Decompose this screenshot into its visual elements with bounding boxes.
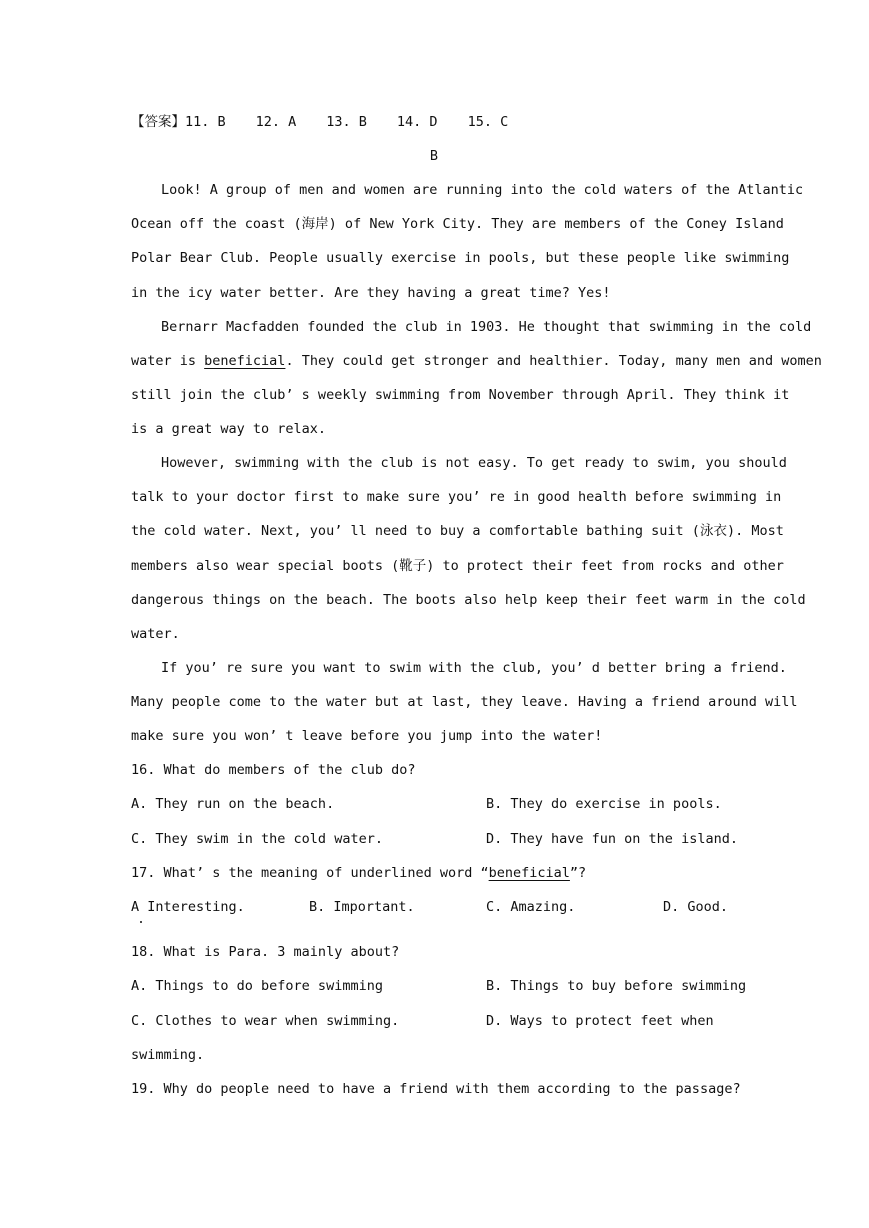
question-stem: 18. What is Para. 3 mainly about? <box>131 944 400 960</box>
option-b[interactable]: B. Important. <box>309 899 415 915</box>
passage-line: make sure you won’ t leave before you jump into the water! <box>131 728 603 744</box>
answer-item: 15. C <box>467 114 509 130</box>
underlined-word: beneficial <box>204 353 286 369</box>
passage-line: talk to your doctor first to make sure you’ re in good health before swimming in <box>131 489 782 505</box>
passage-line: in the icy water better. Are they having a great time? Yes! <box>131 285 611 301</box>
passage-line: is a great way to relax. <box>131 421 327 437</box>
passage-line: water. <box>131 626 180 642</box>
passage-line: However, swimming with the club is not easy. To get ready to swim, you should <box>161 455 787 471</box>
passage-text: water is <box>131 353 205 369</box>
passage-line: still join the club’ s weekly swimming from November through April. They think it <box>131 387 790 403</box>
option-d[interactable]: D. They have fun on the island. <box>486 831 738 847</box>
passage-line: Look! A group of men and women are running into the cold waters of the Atlantic <box>161 182 804 198</box>
option-a[interactable]: A. Things to do before swimming <box>131 978 383 994</box>
passage-line: If you’ re sure you want to swim with the club, you’ d better bring a friend. <box>161 660 787 676</box>
passage-line: Polar Bear Club. People usually exercise in pools, but these people like swimming <box>131 250 790 266</box>
answer-item: 14. D <box>396 114 438 130</box>
dot-mark <box>140 921 142 923</box>
option-c[interactable]: C. Clothes to wear when swimming. <box>131 1013 400 1029</box>
underlined-word: beneficial <box>488 865 570 881</box>
answer-item: 12. A <box>255 114 297 130</box>
question-stem: 19. Why do people need to have a friend with them according to the passage? <box>131 1081 741 1097</box>
option-continuation: swimming. <box>131 1047 205 1063</box>
option-d[interactable]: D. Good. <box>663 899 729 915</box>
answer-item: 13. B <box>326 114 367 130</box>
option-row <box>131 976 747 996</box>
passage-line <box>131 351 822 371</box>
passage-line: Ocean off the coast (海岸) of New York City. They are members of the Coney Island <box>131 216 784 232</box>
passage-line: the cold water. Next, you’ ll need to buy a comfortable bathing suit (泳衣). Most <box>131 523 784 539</box>
option-b[interactable]: B. They do exercise in pools. <box>486 796 722 812</box>
passage-text: . They could get stronger and healthier. Today, many men and women <box>285 353 822 369</box>
passage-line: members also wear special boots (靴子) to protect their feet from rocks and other <box>131 558 784 574</box>
option-d[interactable]: D. Ways to protect feet when <box>486 1013 714 1029</box>
option-c[interactable]: C. They swim in the cold water. <box>131 831 383 847</box>
passage-line: Many people come to the water but at last, they leave. Having a friend around will <box>131 694 798 710</box>
option-a[interactable]: A. They run on the beach. <box>131 796 335 812</box>
section-heading: B <box>429 148 439 164</box>
option-row <box>131 1011 737 1031</box>
question-text: ”? <box>569 865 587 881</box>
passage-line: Bernarr Macfadden founded the club in 1903. He thought that swimming in the cold <box>161 319 812 335</box>
option-row <box>131 794 737 814</box>
option-row <box>131 897 737 917</box>
option-row <box>131 829 737 849</box>
option-c[interactable]: C. Amazing. <box>486 899 576 915</box>
answer-label: 【答案】 <box>131 114 185 130</box>
passage-line: dangerous things on the beach. The boots also help keep their feet warm in the cold <box>131 592 806 608</box>
answer-item: 11. B <box>185 114 226 130</box>
answer-key-line <box>131 112 737 132</box>
option-b[interactable]: B. Things to buy before swimming <box>486 978 747 994</box>
question-stem <box>131 863 737 883</box>
question-text: 17. What’ s the meaning of underlined word “ <box>131 865 489 881</box>
option-a[interactable]: A Interesting. <box>131 899 245 915</box>
question-stem: 16. What do members of the club do? <box>131 762 416 778</box>
